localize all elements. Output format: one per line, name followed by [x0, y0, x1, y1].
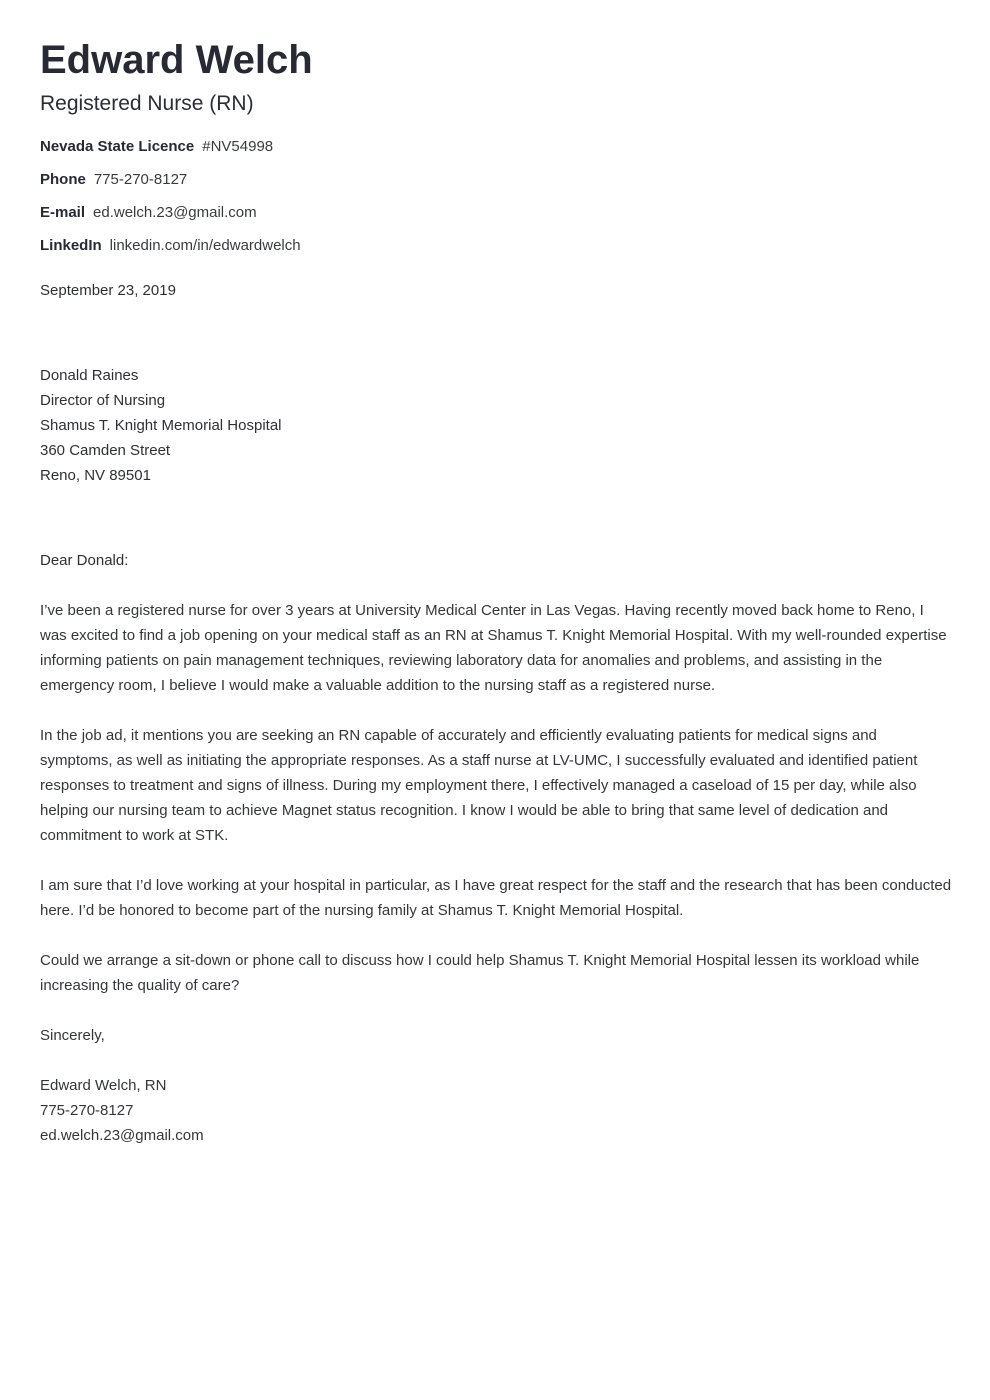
contact-licence [40, 137, 273, 157]
contact-licence-value: #NV54998 [202, 138, 274, 155]
body-paragraph: Could we arrange a sit-down or phone call to discuss how I could help Shamus T. Knight Memorial Hospital lessen its workload while increasing the quality of care? [40, 952, 920, 994]
signature-phone: 775-270-8127 [40, 1102, 134, 1119]
recipient-street: 360 Camden Street [40, 442, 171, 459]
recipient-city: Reno, NV 89501 [40, 467, 151, 484]
body-paragraph: In the job ad, it mentions you are seeking an RN capable of accurately and efficiently evaluating patients for medical signs and symptoms, as well as initiating the appropriate responses. As a staff nurse at LV-UMC, I successfully evaluated and identified patient responses to treatment and signs of illness. During my employment there, I effectively managed a caseload of 15 per day, while also helping our nursing team to achieve Magnet status recognition. I know I would be able to bring that same level of dedication and commitment to work at STK. [40, 727, 918, 844]
signature-name: Edward Welch, RN [40, 1077, 167, 1094]
contact-licence-label: Nevada State Licence [40, 138, 195, 155]
applicant-name: Edward Welch [40, 38, 313, 82]
closing: Sincerely, [40, 1027, 105, 1044]
signature-email: ed.welch.23@gmail.com [40, 1127, 204, 1144]
letter-body [40, 598, 952, 1148]
salutation: Dear Donald: [40, 552, 129, 569]
contact-email [40, 203, 257, 223]
body-paragraph: I am sure that I’d love working at your hospital in particular, as I have great respect for the staff and the research that has been conducted here. I’d be honored to become part of the nursing family at Shamus T. Knight Memorial Hospital. [40, 877, 952, 919]
recipient-name: Donald Raines [40, 367, 139, 384]
contact-email-label: E-mail [40, 204, 86, 221]
recipient-position: Director of Nursing [40, 392, 166, 409]
contact-linkedin [40, 236, 301, 256]
contact-email-value: ed.welch.23@gmail.com [93, 204, 257, 221]
letter-date: September 23, 2019 [40, 282, 176, 299]
recipient-organization: Shamus T. Knight Memorial Hospital [40, 417, 282, 434]
applicant-job-title: Registered Nurse (RN) [40, 92, 254, 115]
body-paragraph: I’ve been a registered nurse for over 3 years at University Medical Center in Las Vegas. Having recently moved back home to Reno, I was excited to find a job opening on your medical staff as an RN at Shamus T. Knight Memorial Hospital. With my well-rounded expertise informing patients on pain management techniques, reviewing laboratory data for anomalies and problems, and assisting in the emergency room, I believe I would make a valuable addition to the nursing staff as a registered nurse. [40, 602, 947, 694]
recipient-address-block [40, 363, 282, 488]
signature-block [40, 1073, 952, 1148]
contact-phone-label: Phone [40, 171, 86, 188]
contact-linkedin-label: LinkedIn [40, 237, 102, 254]
contact-linkedin-value: linkedin.com/in/edwardwelch [109, 237, 301, 254]
contact-phone-value: 775-270-8127 [93, 171, 188, 188]
contact-phone [40, 170, 187, 190]
